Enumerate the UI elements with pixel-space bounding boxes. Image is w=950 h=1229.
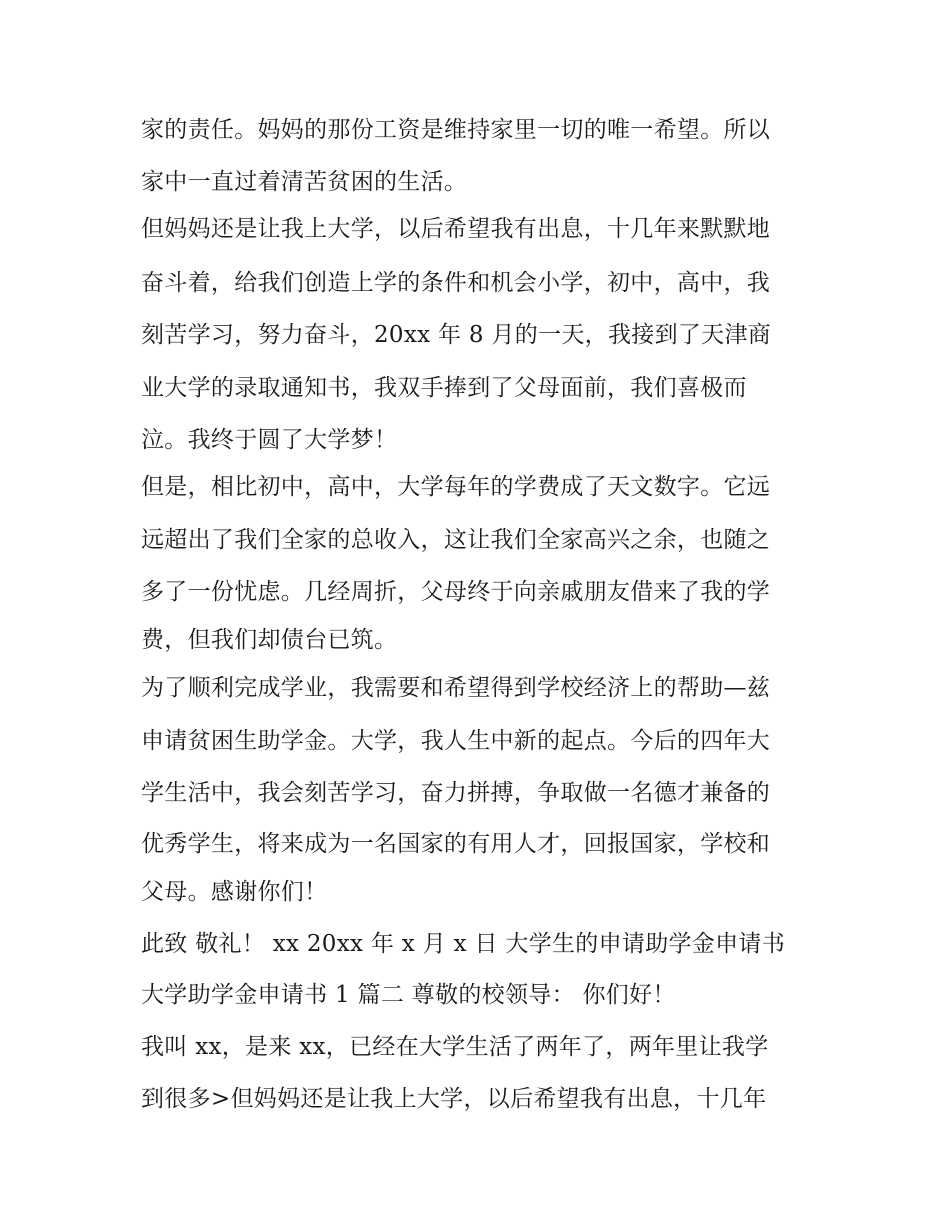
text-line: 此致 敬礼！ xx 20xx 年 x 月 x 日 大学生的申请助学金申请书 xyxy=(141,931,785,957)
text-line: 多了一份忧虑。几经周折，父母终于向亲戚朋友借来了我的学 xyxy=(141,579,771,605)
text-line: 家的责任。妈妈的那份工资是维持家里一切的唯一希望。所以 xyxy=(141,117,771,143)
text-line: 父母。感谢你们！ xyxy=(141,879,328,905)
text-line: 刻苦学习，努力奋斗，20xx 年 8 月的一天，我接到了天津商 xyxy=(141,322,772,348)
text-line: 优秀学生，将来成为一名国家的有用人才，回报国家，学校和 xyxy=(141,831,771,857)
text-line: 我叫 xx，是来 xx，已经在大学生活了两年了，两年里让我学 xyxy=(141,1034,769,1060)
text-line: 家中一直过着清苦贫困的生活。 xyxy=(141,169,468,195)
text-line: 但是，相比初中，高中，大学每年的学费成了天文数字。它远 xyxy=(141,474,771,500)
text-line: 学生活中，我会刻苦学习，奋力拼搏，争取做一名德才兼备的 xyxy=(141,780,771,806)
text-line: 业大学的录取通知书，我双手捧到了父母面前，我们喜极而 xyxy=(141,375,747,401)
text-line: 到很多>但妈妈还是让我上大学，以后希望我有出息，十几年 xyxy=(141,1086,767,1112)
text-line: 泣。我终于圆了大学梦！ xyxy=(141,427,398,453)
text-line: 大学助学金申请书 1 篇二 尊敬的校领导： 你们好！ xyxy=(141,982,676,1008)
text-line: 申请贫困生助学金。大学，我人生中新的起点。今后的四年大 xyxy=(141,728,771,754)
text-line: 但妈妈还是让我上大学，以后希望我有出息，十几年来默默地 xyxy=(141,216,771,242)
text-line: 费，但我们却债台已筑。 xyxy=(141,627,398,653)
text-line: 为了顺利完成学业，我需要和希望得到学校经济上的帮助—兹 xyxy=(141,675,771,701)
text-line: 远超出了我们全家的总收入，这让我们全家高兴之余，也随之 xyxy=(141,527,771,553)
text-line: 奋斗着，给我们创造上学的条件和机会小学，初中，高中，我 xyxy=(141,270,771,296)
